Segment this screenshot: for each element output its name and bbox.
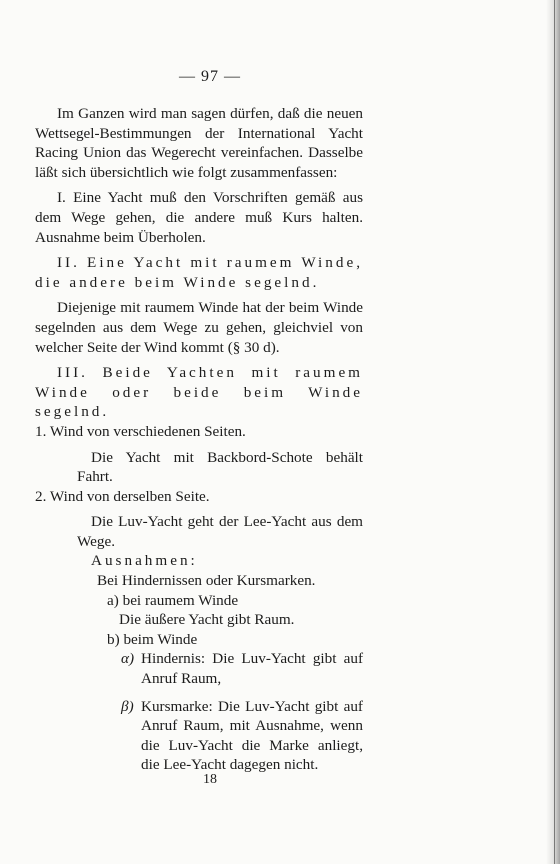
beta-text: Kursmarke: Die Luv-Yacht gibt auf Anruf Raum, mit Ausnahme, wenn die Luv-Yacht die Marke anliegt, die Lee-Yacht dagegen nicht.	[141, 697, 363, 774]
case-1-text: Die Yacht mit Backbord-Schote behält Fahrt.	[77, 448, 363, 486]
page-edge-shadow	[546, 0, 560, 864]
rule-2-text: Diejenige mit raumem Winde hat der beim Winde segelnden aus dem Wege zu gehen, gleichviel von welcher Seite der Wind kommt (§ 30 d).	[35, 299, 363, 356]
beta-marker: β)	[121, 697, 134, 715]
alpha-text: Hindernis: Die Luv-Yacht gibt auf Anruf Raum,	[141, 650, 363, 688]
exceptions-intro: Bei Hindernissen oder Kursmarken.	[97, 572, 316, 590]
exception-b-beta	[121, 697, 363, 775]
exception-b-alpha	[121, 649, 363, 688]
page-edge-line	[554, 0, 555, 864]
signature-mark: 18	[203, 772, 217, 787]
page-number-header: — 97 —	[179, 68, 241, 85]
rule-1-paragraph: I. Eine Yacht muß den Vorschriften gemäß aus dem Wege gehen, die andere muß Kurs halten. Ausnahme beim Überholen.	[35, 189, 363, 246]
intro-paragraph: Im Ganzen wird man sagen dürfen, daß die neuen Wettsegel-Bestimmungen der International Yacht Racing Union das Wegerecht vereinfachen. Dasselbe läßt sich übersichtlich wie folgt zusammenfassen:	[35, 105, 363, 181]
exception-a-text: Die äußere Yacht gibt Raum.	[119, 611, 295, 629]
rule-3-heading: III. Beide Yachten mit raumem Winde oder beide beim Winde segelnd.	[35, 364, 363, 421]
exception-b-label: b) beim Winde	[107, 630, 198, 648]
alpha-marker: α)	[121, 650, 135, 668]
exception-a-label: a) bei raumem Winde	[107, 591, 239, 609]
page-content	[35, 104, 363, 775]
exceptions-heading: Ausnahmen:	[91, 552, 198, 570]
case-2-text: Die Luv-Yacht geht der Lee-Yacht aus dem Wege.	[77, 513, 363, 550]
case-2-label: 2. Wind von derselben Seite.	[35, 487, 210, 505]
rule-2-heading: II. Eine Yacht mit raumem Winde, die andere beim Winde segelnd.	[35, 254, 363, 291]
case-1-label: 1. Wind von verschiedenen Seiten.	[35, 422, 246, 440]
